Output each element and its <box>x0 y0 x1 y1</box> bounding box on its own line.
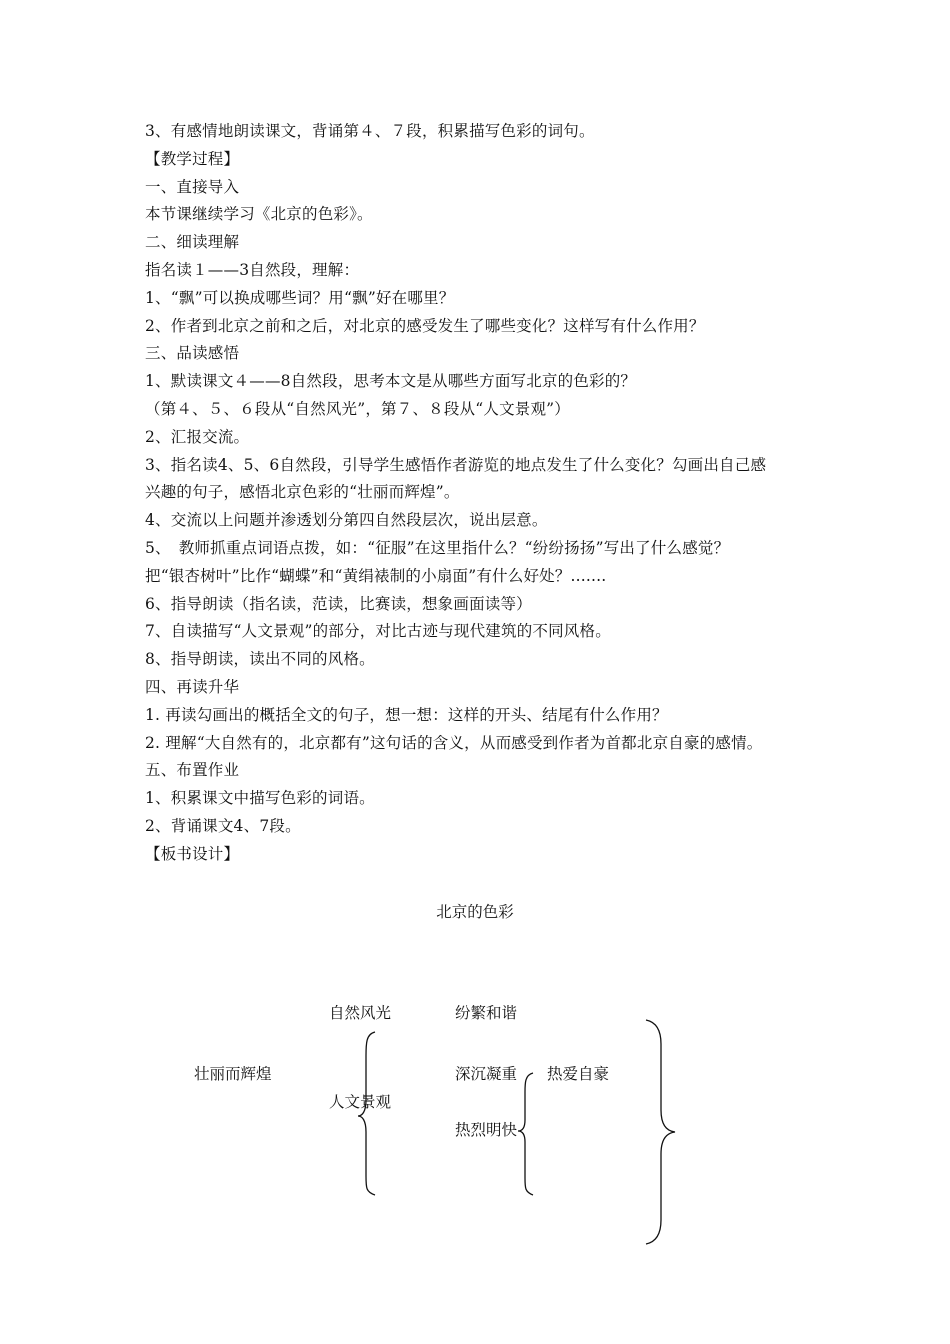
board-title: 北京的色彩 <box>436 903 514 921</box>
list-item: 1、“飘”可以换成哪些词？用“飘”好在哪里？ <box>145 288 455 307</box>
list-item: 2. 理解“大自然有的，北京都有”这句话的含义，从而感受到作者为首都北京自豪的感情。 <box>145 733 763 752</box>
left-brace-inner <box>518 1073 533 1195</box>
board-label-cultural-landscape: 人文景观 <box>329 1093 392 1111</box>
board-label-love-pride: 热爱自豪 <box>547 1065 610 1083</box>
paragraph: 把“银杏树叶”比作“蝴蝶”和“黄绢裱制的小扇面”有什么好处？....... <box>145 566 607 585</box>
list-item: 1、积累课文中描写色彩的词语。 <box>145 789 375 808</box>
board-label-harmony: 纷繁和谐 <box>455 1004 518 1022</box>
paragraph: 本节课继续学习《北京的色彩》。 <box>145 205 373 224</box>
section-5-heading: 五、布置作业 <box>145 761 240 780</box>
left-brace-cultural <box>358 1032 375 1195</box>
right-brace-outer <box>646 1020 675 1244</box>
board-label-magnificent: 壮丽而辉煌 <box>194 1065 272 1083</box>
heading-teaching-process: 【教学过程】 <box>145 149 240 168</box>
list-item: 4、交流以上问题并渗透划分第四自然段层次，说出层意。 <box>145 511 548 530</box>
lesson-text <box>145 118 845 869</box>
section-3-heading: 三、品读感悟 <box>145 344 240 363</box>
list-item: 2、汇报交流。 <box>145 427 250 446</box>
paragraph: 兴趣的句子，感悟北京色彩的“壮丽而辉煌”。 <box>145 483 460 502</box>
section-2-heading: 二、细读理解 <box>145 233 240 252</box>
paragraph: 指名读１——3自然段，理解： <box>145 260 360 279</box>
board-label-natural-scenery: 自然风光 <box>329 1004 392 1022</box>
list-item: 2、作者到北京之前和之后，对北京的感受发生了哪些变化？这样写有什么作用？ <box>145 316 705 335</box>
heading-board-design: 【板书设计】 <box>145 844 240 863</box>
paragraph: （第４、５、６段从“自然风光”，第７、８段从“人文景观”） <box>145 399 570 418</box>
list-item: 5、 教师抓重点词语点拨，如：“征服”在这里指什么？“纷纷扬扬”写出了什么感觉？ <box>145 538 730 557</box>
board-label-deep: 深沉凝重 <box>455 1065 518 1083</box>
list-item: 3、指名读4、5、6自然段，引导学生感悟作者游览的地点发生了什么变化？勾画出自己感 <box>145 455 767 474</box>
section-1-heading: 一、直接导入 <box>145 177 240 196</box>
list-item: 1. 再读勾画出的概括全文的句子，想一想：这样的开头、结尾有什么作用？ <box>145 705 668 724</box>
list-item: 7、自读描写“人文景观”的部分，对比古迹与现代建筑的不同风格。 <box>145 622 611 641</box>
objective-3: 3、有感情地朗读课文，背诵第４、７段，积累描写色彩的词句。 <box>145 122 595 140</box>
list-item: 6、指导朗读（指名读，范读，比赛读，想象画面读等） <box>145 594 532 613</box>
list-item: 2、背诵课文4、7段。 <box>145 816 301 835</box>
list-item: 1、默读课文４——8自然段，思考本文是从哪些方面写北京的色彩的？ <box>145 372 637 391</box>
board-label-bright: 热烈明快 <box>455 1121 518 1139</box>
list-item: 8、指导朗读，读出不同的风格。 <box>145 650 375 669</box>
section-4-heading: 四、再读升华 <box>145 677 240 696</box>
